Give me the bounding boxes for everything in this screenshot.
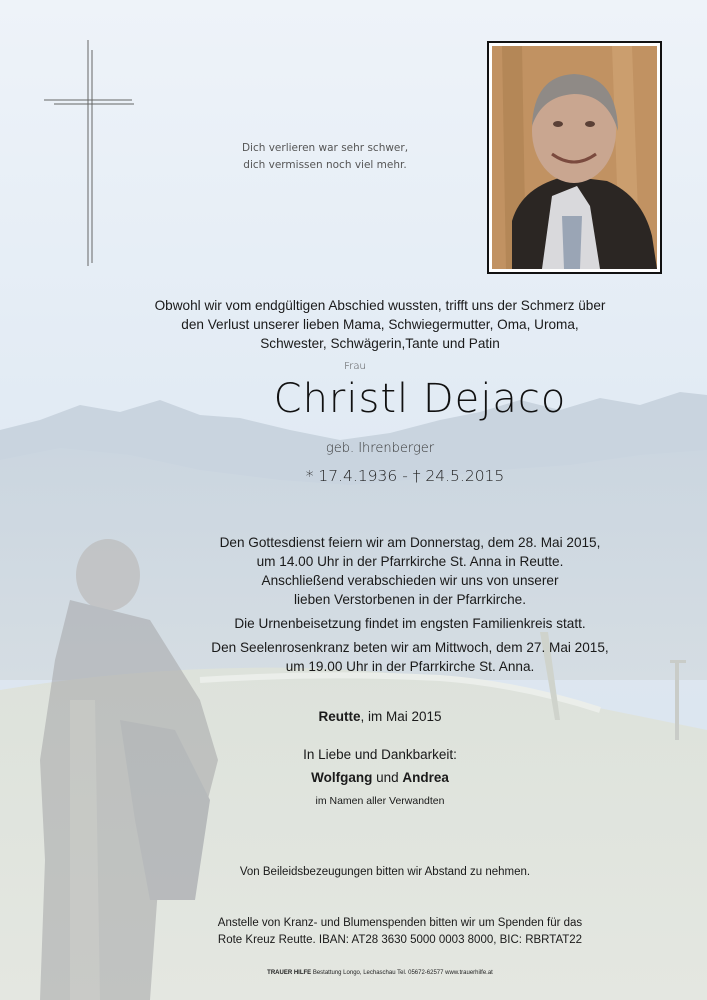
cross-icon [40,38,136,268]
deceased-name: Christl Dejaco [273,376,567,422]
intro-line: den Verlust unserer lieben Mama, Schwiegermutter, Oma, Uroma, [181,317,579,332]
birth-name: geb. Ihrenberger [325,441,435,456]
service-line: lieben Verstorbenen in der Pfarrkirche. [294,592,526,607]
donation-line: Rote Kreuz Reutte. IBAN: AT28 3630 5000 0003 8000, BIC: RBRTAT22 [217,934,583,946]
quote-line: dich vermissen noch viel mehr. [243,159,407,171]
life-dates: * 17.4.1936 - † 24.5.2015 [305,467,505,485]
service-line: um 14.00 Uhr in der Pfarrkirche St. Anna in Reutte. [256,554,564,569]
donation-line: Anstelle von Kranz- und Blumenspenden bitten wir um Spenden für das [217,917,583,929]
footer-brand: TRAUER HILFE [267,970,312,976]
service-line: Den Seelenrosenkranz beten wir am Mittwoch, dem 27. Mai 2015, [211,640,609,655]
quote-line: Dich verlieren war sehr schwer, [241,142,409,154]
memorial-quote [190,140,460,174]
mourner-name: Andrea [402,770,449,785]
footer-imprint [200,970,560,976]
intro-line: Obwohl wir vom endgültigen Abschied wussten, trifft uns der Schmerz über [154,298,606,313]
and-text: und [372,770,403,785]
relatives-line: im Namen aller Verwandten [315,795,445,807]
portrait-photo [487,41,662,274]
intro-line: Schwester, Schwägerin,Tante und Patin [260,336,500,351]
love-line: In Liebe und Dankbarkeit: [303,747,457,762]
place-date [230,709,530,724]
mourner-name: Wolfgang [311,770,373,785]
service-line: Die Urnenbeisetzung findet im engsten Familienkreis statt. [234,616,586,631]
service-details [150,533,670,676]
date: , im Mai 2015 [360,709,442,724]
place: Reutte [318,709,361,724]
donation-note [170,915,630,949]
service-line: Den Gottesdienst feiern wir am Donnerstag, dem 28. Mai 2015, [219,535,601,550]
intro-text [120,296,640,353]
mourners [230,770,530,785]
service-line: um 19.00 Uhr in der Pfarrkirche St. Anna. [285,659,535,674]
salutation: Frau [344,361,366,372]
footer-text: Bestattung Longo, Lechaschau Tel. 05672-62577 www.trauerhilfe.at [311,970,493,976]
service-line: Anschließend verabschieden wir uns von unserer [261,573,559,588]
condolence-note: Von Beileidsbezeugungen bitten wir Abstand zu nehmen. [239,866,531,878]
